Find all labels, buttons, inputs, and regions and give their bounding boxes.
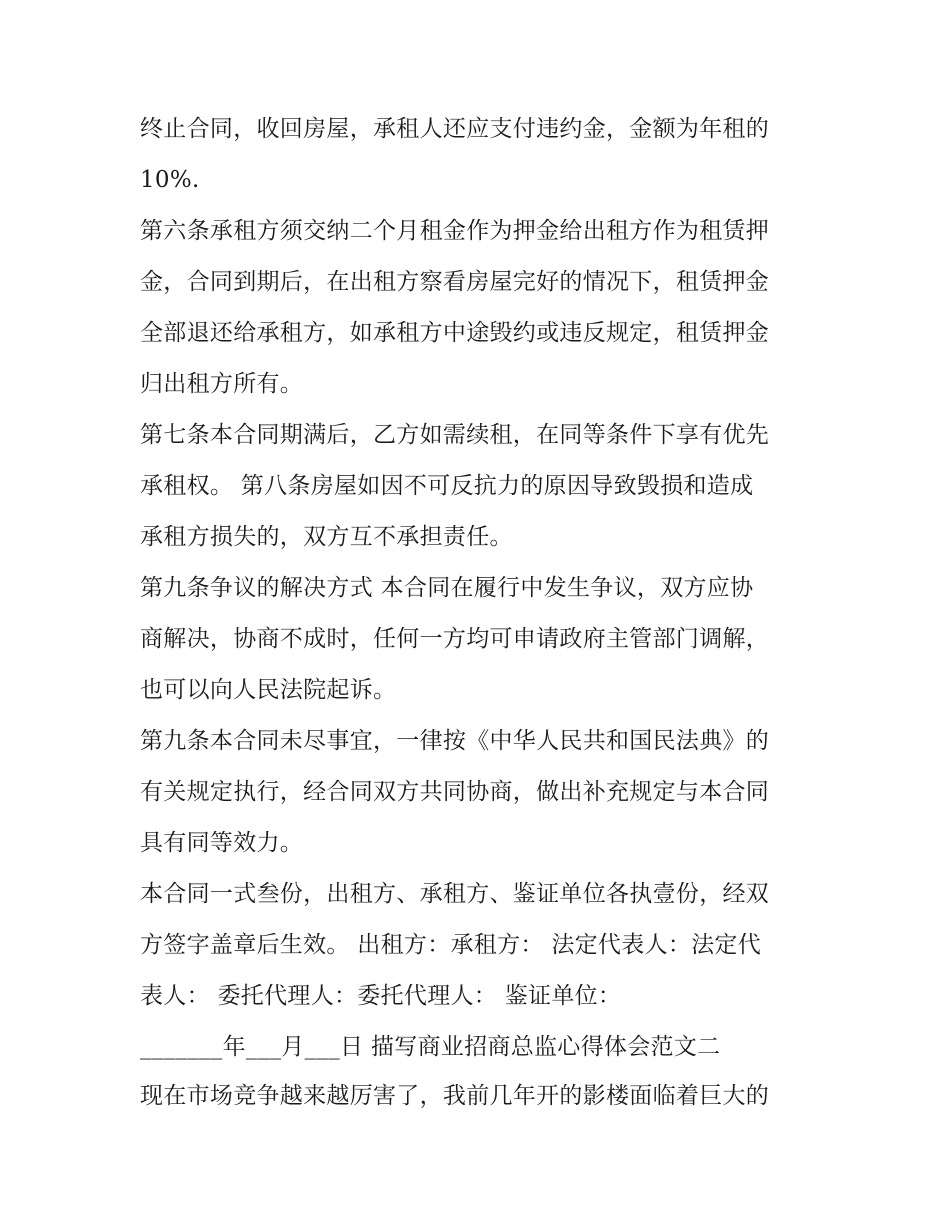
document-body <box>140 108 830 1126</box>
text-line: 也可以向人民法院起诉。 <box>140 677 397 703</box>
text-line: 第七条本合同期满后，乙方如需续租，在同等条件下享有优先 <box>140 422 770 448</box>
text-line: 第九条本合同未尽事宜，一律按《中华人民共和国民法典》的 <box>140 728 770 754</box>
text-line: 终止合同，收回房屋，承租人还应支付违约金，金额为年租的 <box>140 116 770 142</box>
text-line: 第六条承租方须交纳二个月租金作为押金给出租方作为租赁押 <box>140 218 770 244</box>
text-line: 第九条争议的解决方式 本合同在履行中发生争议，双方应协 <box>140 575 754 601</box>
text-line: 表人： 委托代理人：委托代理人： 鉴证单位： <box>140 983 622 1009</box>
text-line: 有关规定执行，经合同双方共同协商，做出补充规定与本合同 <box>140 779 770 805</box>
text-line: 全部退还给承租方，如承租方中途毁约或违反规定，租赁押金 <box>140 320 770 346</box>
text-line: 10%. <box>140 167 200 193</box>
text-line: 现在市场竞争越来越厉害了，我前几年开的影楼面临着巨大的 <box>140 1083 770 1109</box>
text-line: 商解决，协商不成时，任何一方均可申请政府主管部门调解， <box>140 626 770 652</box>
text-line: 本合同一式叁份，出租方、承租方、鉴证单位各执壹份，经双 <box>140 881 770 907</box>
text-line: 承租方损失的，双方互不承担责任。 <box>140 524 513 550</box>
text-line: 方签字盖章后生效。 出租方：承租方： 法定代表人：法定代 <box>140 932 762 958</box>
text-line: 金，合同到期后，在出租方察看房屋完好的情况下，租赁押金 <box>140 269 770 295</box>
text-line: 归出租方所有。 <box>140 371 304 397</box>
text-line: _______年___月___日 描写商业招商总监心得体会范文二 <box>140 1034 721 1060</box>
text-line: 承租权。 第八条房屋如因不可反抗力的原因导致毁损和造成 <box>140 473 754 499</box>
text-line: 具有同等效力。 <box>140 830 304 856</box>
